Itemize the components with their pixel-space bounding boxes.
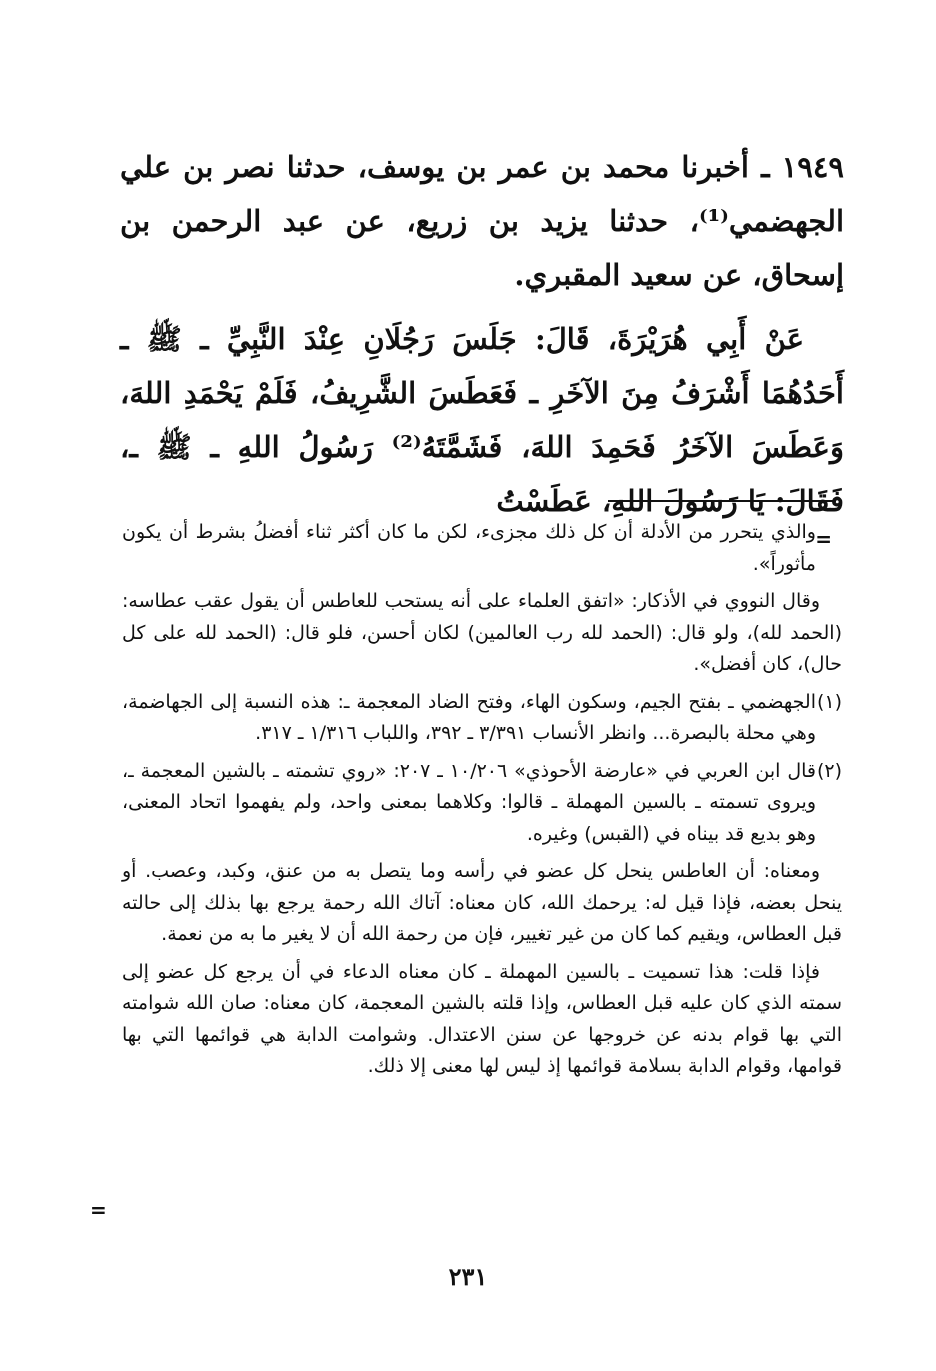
footnote-2-text: قال ابن العربي في «عارضة الأحوذي» ١٠/٢٠٦ ـ ٢٠٧: «روي تشمته ـ بالشين المعجمة ـ، ويروى تسمته ـ بالسين المهملة ـ قالوا: وكلاهما بمعنى واحد، ولم يفهموا اتحاد المعنى، وهو بديع قد بيناه في (القبس) وغيره. — [122, 759, 816, 845]
footnote-2-paragraph-2: ومعناه: أن العاطس ينحل كل عضو في رأسه وما يتصل به من عنق، وكبد، وعصب. أو ينحل بعضه، فإذا قيل له: يرحمك الله، كان معناه: آتاك الله رحمة يرجع بها بذلك إلى حالته قبل العطاس، ويقيم كما كان من غير تغيير، فإن من رحمة الله أن لا يغير ما به من نعمة. — [122, 860, 842, 945]
main-text — [120, 140, 844, 528]
isnad-text: ـ أخبرنا محمد بن عمر بن يوسف، حدثنا نصر بن علي الجهضمي⁽¹⁾، حدثنا يزيد بن زريع، عن عبد الرحمن بن إسحاق، عن سعيد المقبري. — [120, 150, 844, 292]
footnote-2-marker: (٢) — [816, 759, 842, 782]
footnote-1-marker: (١) — [816, 690, 842, 713]
continuation-mark-top: = — [815, 527, 832, 551]
hadith-matn: عَنْ أَبِي هُرَيْرَةَ، قَالَ: جَلَسَ رَجُلَانِ عِنْدَ النَّبِيِّ ـ ﷺ ـ أَحَدُهُمَا أَشْرَفُ مِنَ الآخَرِ ـ فَعَطَسَ الشَّرِيفُ، فَلَمْ يَحْمَدِ اللهَ، وَعَطَسَ الآخَرُ فَحَمِدَ اللهَ، فَشَمَّتَهُ⁽²⁾ رَسُولُ اللهِ ـ ﷺ ـ، فَقَالَ: يَا رَسُولَ اللهِ، عَطَسْتُ — [120, 322, 844, 518]
footnote-1 — [122, 687, 842, 750]
footnote-continuation-1: والذي يتحرر من الأدلة أن كل ذلك مجزىء، لكن ما كان أكثر ثناء أفضلُ بشرط أن يكون مأثوراً». — [122, 521, 816, 575]
footnote-continuation-2: وقال النووي في الأذكار: «اتفق العلماء على أنه يستحب للعاطس أن يقول عقب عطاسه: (الحمد لله)، ولو قال: (الحمد لله رب العالمين) لكان أحسن، فلو قال: (الحمد لله على كل حال)، كان أفضل». — [122, 590, 842, 675]
footnote-2-paragraph-3: فإذا قلت: هذا تسميت ـ بالسين المهملة ـ كان معناه الدعاء في أن يرجع كل عضو إلى سمته الذي كان عليه قبل العطاس، وإذا قلته بالشين المعجمة، كان معناه: صان الله شوامته التي بها قوام بدنه عن خروجها عن سنن الاعتدال. وشوامت الدابة هي قوائمها التي بها قوامها، وقوام الدابة بسلامة قوائمها إذ ليس لها معنى إلا ذلك. — [122, 960, 842, 1077]
continuation-mark-bottom: = — [90, 1198, 107, 1222]
hadith-isnad — [120, 140, 844, 302]
page-number: ٢٣١ — [448, 1262, 488, 1291]
footnote-divider — [608, 500, 836, 502]
footnote-1-text: الجهضمي ـ بفتح الجيم، وسكون الهاء، وفتح الضاد المعجمة ـ: هذه النسبة إلى الجهاضمة، وهي محلة بالبصرة... وانظر الأنساب ٣/٣٩١ ـ ٣٩٢، واللباب ١/٣١٦ ـ ٣١٧. — [122, 690, 816, 744]
footnote-2 — [122, 756, 842, 851]
hadith-number: ١٩٤٩ — [781, 150, 844, 184]
footnotes — [122, 517, 842, 1089]
